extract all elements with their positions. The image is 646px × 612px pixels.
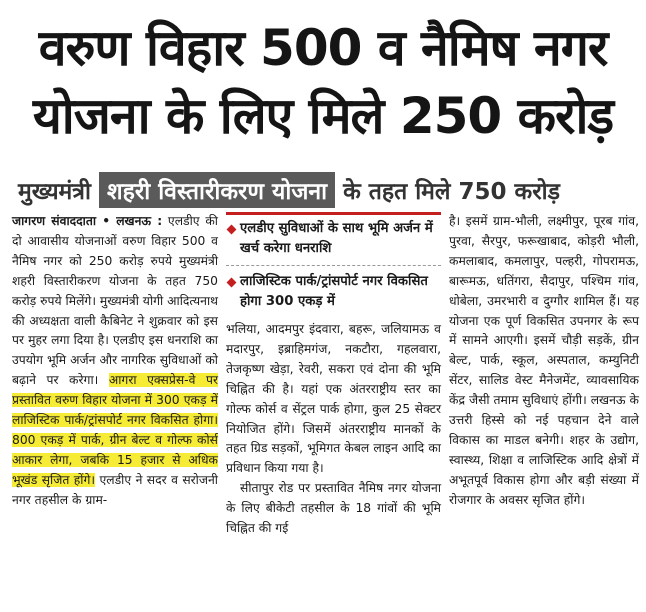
subheadline-prefix: मुख्यमंत्री (18, 179, 91, 205)
highlighted-passage: आगरा एक्सप्रेस-वे पर प्रस्तावित वरुण विहार योजना में 300 एकड़ में लाजिस्टिक पार्क/ट्रांसपोर्ट नगर विकसित होगा। 800 एकड़ में पार्क, ग्रीन बेल्ट व गोल्फ कोर्स आकार लेगा, जबकि 15 हजार से अधिक भूखंड सृजित होंगे। (12, 373, 218, 487)
column-2-paragraph-2: सीतापुर रोड पर प्रस्तावित नैमिष नगर योजना के लिए बीकेटी तहसील के 18 गांवों की भूमि चिह्नित की गई (226, 481, 441, 536)
subheadline (18, 170, 638, 210)
key-point-2: लाजिस्टिक पार्क/ट्रांसपोर्ट नगर विकसित होगा 300 एकड़ में (226, 272, 441, 312)
divider (226, 265, 441, 266)
column-1-text: एलडीए की दो आवासीय योजनाओं वरुण विहार 500 व नैमिष नगर को 250 करोड़ रुपये मुख्यमंत्री शहरी विस्तारीकरण योजना के तहत 750 करोड़ रुपये मिलेंगे। मुख्यमंत्री योगी आदित्यनाथ की अध्यक्षता वाली कैबिनेट ने शुक्रवार को इस पर मुहर लगा दिया है। एलडीए इस धनराशि का उपयोग भूमि अर्जन और नागरिक सुविधाओं को बढ़ाने पर करेगा। (12, 214, 218, 388)
column-2-text: भलिया, आदमपुर इंदवारा, बहरू, जलियामऊ व मदारपुर, इब्राहिमगंज, नकटौरा, गहलवारा, तेजकृष्ण खेड़ा, रेवरी, सकरा एवं दोना की भूमि चिह्नित की है। यहां एक अंतरराष्ट्रीय स्तर का गोल्फ कोर्स व सेंट्रल पार्क होगा, कुल 25 सेक्टर नियोजित होंगे। जिसमें अंतरराष्ट्रीय मानकों के तहत ग्रिड सड़कों, भूमिगत केबल लाइन आदि का प्रविधान किया गया है। (226, 322, 441, 476)
byline: जागरण संवाददाता • लखनऊ : (12, 214, 163, 228)
subheadline-highlight-box: शहरी विस्तारीकरण योजना (99, 172, 335, 208)
headline-line-1: वरुण विहार 500 व नैमिष नगर (38, 19, 608, 77)
article-column-2 (226, 212, 441, 539)
subheadline-suffix: के तहत मिले 750 करोड़ (343, 179, 560, 205)
article-column-1 (12, 212, 218, 511)
key-point-1: एलडीए सुविधाओं के साथ भूमि अर्जन में खर्च करेगा धनराशि (226, 219, 441, 259)
article-column-3 (449, 212, 639, 511)
column-3-text: है। इसमें ग्राम-भौली, लक्ष्मीपुर, पूरब गांव, पुरवा, सैरपुर, फरूखाबाद, कोड़री भौली, कमलाबाद, कमलापुर, पल्हरी, गोपरामऊ, बारूमऊ, धतिंगरा, सैदापुर, पश्चिम गांव, धोबेला, उमरभारी व दुग्गौर शामिल हैं। यह योजना एक पूर्ण विकसित उपनगर के रूप में सामने आएगी। इसमें चौड़ी सड़कें, ग्रीन बेल्ट, पार्क, स्कूल, अस्पताल, कम्युनिटी सेंटर, सालिड वेस्ट मैनेजमेंट, व्यावसायिक केंद्र जैसी तमाम सुविधाएं होंगी। लखनऊ के उत्तरी हिस्से को नई पहचान देने वाले विकास का माडल बनेगी। शहर के उद्योग, स्वास्थ्य, शिक्षा व लाजिस्टिक आदि क्षेत्रों में अभूतपूर्व विकास होगा और बड़ी संख्या में रोजगार के अवसर सृजित होंगे। (449, 214, 639, 507)
column-1-tail: एलडीए ने सदर व सरोजनी नगर तहसील के ग्राम- (12, 472, 218, 507)
headline-line-2: योजना के लिए मिले 250 करोड़ (32, 87, 614, 145)
key-points-box (226, 212, 441, 312)
